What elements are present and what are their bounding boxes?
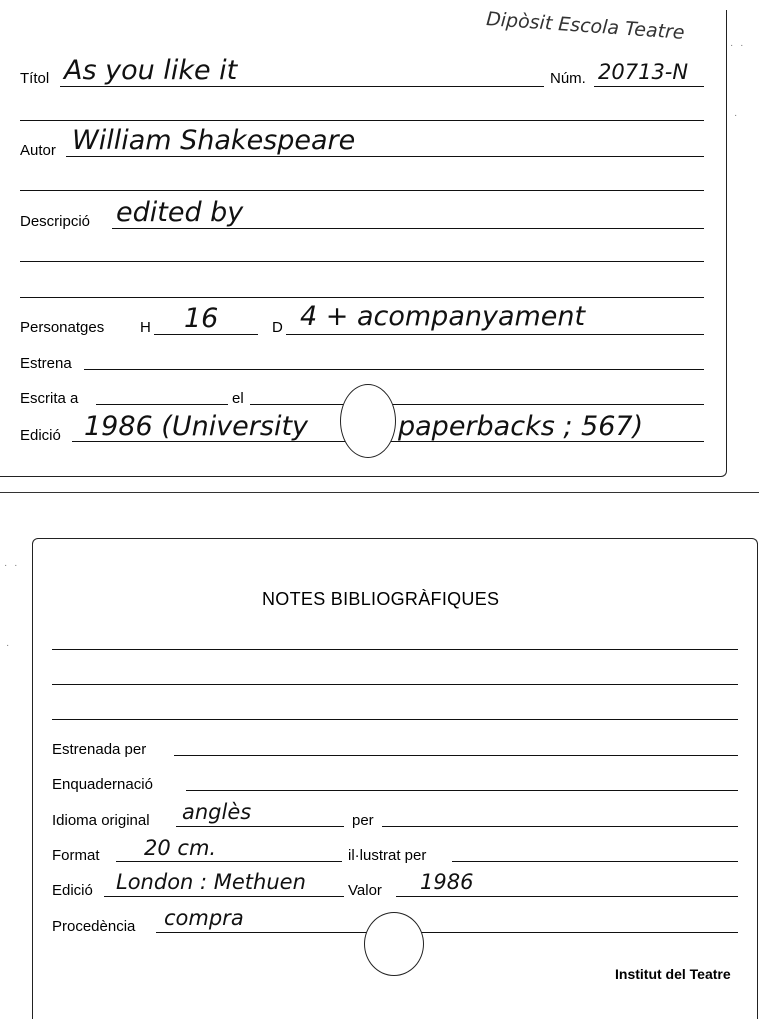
edicio-label: Edició xyxy=(20,427,61,444)
estrena-line xyxy=(84,369,704,370)
valor-line xyxy=(396,896,738,897)
idioma-line xyxy=(176,826,344,827)
edicio-bottom-label: Edició xyxy=(52,882,93,899)
scan-noise: · · xyxy=(4,560,20,571)
procedencia-label: Procedència xyxy=(52,918,136,935)
idioma-label: Idioma original xyxy=(52,812,150,829)
card-separator xyxy=(0,492,759,493)
d-label: D xyxy=(272,319,283,336)
blank-line xyxy=(20,297,704,298)
institution-footer: Institut del Teatre xyxy=(615,966,731,982)
per-line xyxy=(382,826,738,827)
blank-line xyxy=(20,190,704,191)
scan-noise: · xyxy=(734,110,740,121)
autor-line xyxy=(66,156,704,157)
edicio-bottom-value: London : Methuen xyxy=(116,870,306,894)
num-line xyxy=(594,86,704,87)
punch-hole-bottom xyxy=(364,912,424,976)
el-label: el xyxy=(232,390,244,407)
escrita-line xyxy=(96,404,228,405)
d-line xyxy=(286,334,704,335)
escrita-label: Escrita a xyxy=(20,390,79,407)
h-value: 16 xyxy=(184,303,219,334)
blank-line xyxy=(52,719,738,720)
idioma-value: anglès xyxy=(182,800,252,824)
format-line xyxy=(116,861,342,862)
notes-title: NOTES BIBLIOGRÀFIQUES xyxy=(262,589,500,609)
blank-line xyxy=(52,649,738,650)
num-value: 20713-N xyxy=(598,60,689,84)
per-label: per xyxy=(352,812,374,829)
h-line xyxy=(154,334,258,335)
scan-noise: · · xyxy=(730,40,746,51)
titol-label: Títol xyxy=(20,70,50,87)
descripcio-value: edited by xyxy=(116,197,244,228)
titol-line xyxy=(60,86,544,87)
illustrat-label: il·lustrat per xyxy=(348,847,427,864)
estrenada-line xyxy=(174,755,738,756)
scan-noise: · xyxy=(6,640,12,651)
punch-hole-top xyxy=(340,384,396,458)
valor-value: 1986 xyxy=(420,870,474,894)
blank-line xyxy=(52,684,738,685)
format-label: Format xyxy=(52,847,100,864)
descripcio-label: Descripció xyxy=(20,213,91,230)
h-label: H xyxy=(140,319,151,336)
descripcio-line xyxy=(112,228,704,229)
estrenada-label: Estrenada per xyxy=(52,741,147,758)
autor-value: William Shakespeare xyxy=(72,125,356,156)
personatges-label: Personatges xyxy=(20,319,105,336)
edicio-value-1: 1986 (University xyxy=(84,411,309,442)
procedencia-value: compra xyxy=(164,906,244,930)
estrena-label: Estrena xyxy=(20,355,72,372)
titol-value: As you like it xyxy=(64,55,238,86)
illustrat-line xyxy=(452,861,738,862)
format-value: 20 cm. xyxy=(144,836,217,860)
d-value: 4 + acompanyament xyxy=(300,301,586,332)
stamp-text: Dipòsit Escola Teatre xyxy=(485,8,686,44)
valor-label: Valor xyxy=(348,882,382,899)
blank-line xyxy=(20,120,704,121)
el-line xyxy=(250,404,704,405)
enquadernacio-label: Enquadernació xyxy=(52,776,153,793)
edicio-bottom-line xyxy=(104,896,344,897)
edicio-value-2: paperbacks ; 567) xyxy=(398,411,644,442)
procedencia-line xyxy=(156,932,738,933)
autor-label: Autor xyxy=(20,142,56,159)
num-label: Núm. xyxy=(550,70,586,87)
enquadernacio-line xyxy=(186,790,738,791)
blank-line xyxy=(20,261,704,262)
